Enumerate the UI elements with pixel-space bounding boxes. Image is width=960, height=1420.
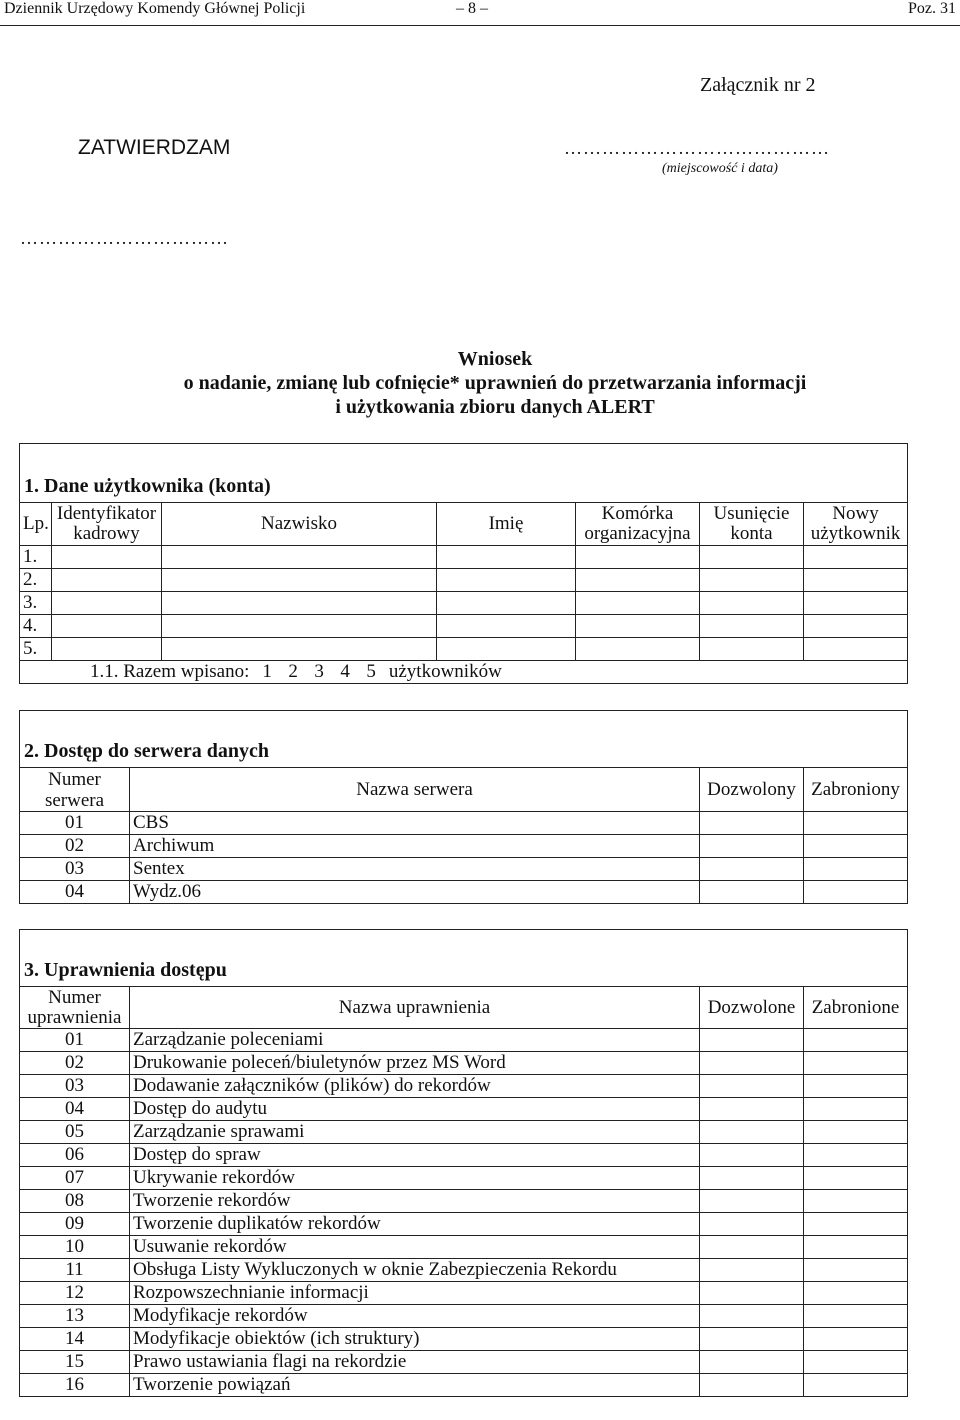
table-row <box>20 1098 908 1121</box>
permission-name: Usuwanie rekordów <box>130 1236 700 1259</box>
row-number: 5. <box>20 638 52 661</box>
permission-name: Ukrywanie rekordów <box>130 1167 700 1190</box>
total-option-1[interactable]: 1 <box>262 661 272 682</box>
total-option-3[interactable]: 3 <box>314 661 324 682</box>
org-unit-cell[interactable] <box>576 615 700 638</box>
row-number: 2. <box>20 569 52 592</box>
first-name-cell[interactable] <box>437 615 576 638</box>
forbidden-cell[interactable] <box>804 881 908 904</box>
server-name: CBS <box>130 812 700 835</box>
forbidden-cell[interactable] <box>804 1190 908 1213</box>
header-employee-id: Identyfikator kadrowy <box>52 503 162 546</box>
allowed-cell[interactable] <box>700 1328 804 1351</box>
account-removal-cell[interactable] <box>700 615 804 638</box>
table-row <box>20 858 908 881</box>
signature-field: …………………………… <box>20 228 229 248</box>
permission-name: Tworzenie duplikatów rekordów <box>130 1213 700 1236</box>
header-org-unit: Komórka organizacyjna <box>576 503 700 546</box>
surname-cell[interactable] <box>162 546 437 569</box>
account-removal-cell[interactable] <box>700 592 804 615</box>
forbidden-cell[interactable] <box>804 1305 908 1328</box>
forbidden-cell[interactable] <box>804 1236 908 1259</box>
document-title: Wniosek <box>457 348 533 370</box>
header-allowed: Dozwolone <box>700 987 804 1029</box>
forbidden-cell[interactable] <box>804 1167 908 1190</box>
surname-cell[interactable] <box>162 638 437 661</box>
table-row <box>20 1282 908 1305</box>
header-server-name: Nazwa serwera <box>130 768 700 812</box>
approve-label: ZATWIERDZAM <box>78 136 231 159</box>
header-forbidden: Zabronione <box>804 987 908 1029</box>
permission-name: Dostęp do audytu <box>130 1098 700 1121</box>
header-forbidden: Zabroniony <box>804 768 908 812</box>
new-user-cell[interactable] <box>804 592 908 615</box>
total-label: 1.1. Razem wpisano: <box>90 661 250 682</box>
total-option-4[interactable]: 4 <box>340 661 350 682</box>
permission-number: 08 <box>20 1190 130 1213</box>
header-first-name: Imię <box>437 503 576 546</box>
new-user-cell[interactable] <box>804 546 908 569</box>
first-name-cell[interactable] <box>437 569 576 592</box>
forbidden-cell[interactable] <box>804 1098 908 1121</box>
table-row <box>20 1075 908 1098</box>
header-server-number: Numer serwera <box>20 768 130 812</box>
forbidden-cell[interactable] <box>804 1029 908 1052</box>
allowed-cell[interactable] <box>700 1075 804 1098</box>
allowed-cell[interactable] <box>700 1236 804 1259</box>
allowed-cell[interactable] <box>700 1098 804 1121</box>
allowed-cell[interactable] <box>700 1029 804 1052</box>
permission-name: Obsługa Listy Wykluczonych w oknie Zabezpieczenia Rekordu <box>130 1259 700 1282</box>
table-row <box>20 1029 908 1052</box>
forbidden-cell[interactable] <box>804 1052 908 1075</box>
section3-title: 3. Uprawnienia dostępu <box>20 930 908 987</box>
permission-number: 14 <box>20 1328 130 1351</box>
new-user-cell[interactable] <box>804 615 908 638</box>
user-data-table <box>19 443 908 684</box>
account-removal-cell[interactable] <box>700 638 804 661</box>
total-users-row <box>20 661 908 684</box>
total-suffix: użytkowników <box>388 661 502 682</box>
permission-name: Modyfikacje obiektów (ich struktury) <box>130 1328 700 1351</box>
table-row <box>20 812 908 835</box>
allowed-cell[interactable] <box>700 1167 804 1190</box>
table-row <box>20 638 908 661</box>
account-removal-cell[interactable] <box>700 569 804 592</box>
permission-number: 09 <box>20 1213 130 1236</box>
server-number: 01 <box>20 812 130 835</box>
forbidden-cell[interactable] <box>804 1213 908 1236</box>
permission-name: Rozpowszechnianie informacji <box>130 1282 700 1305</box>
place-date-caption: (miejscowość i data) <box>662 161 778 176</box>
server-name: Archiwum <box>130 835 700 858</box>
table-row <box>20 1374 908 1397</box>
place-date-field: …………………………………… <box>564 138 830 158</box>
allowed-cell[interactable] <box>700 1259 804 1282</box>
table-row <box>20 569 908 592</box>
allowed-cell[interactable] <box>700 881 804 904</box>
new-user-cell[interactable] <box>804 638 908 661</box>
server-number: 04 <box>20 881 130 904</box>
table-row <box>20 1213 908 1236</box>
allowed-cell[interactable] <box>700 1052 804 1075</box>
allowed-cell[interactable] <box>700 1144 804 1167</box>
account-removal-cell[interactable] <box>700 546 804 569</box>
allowed-cell[interactable] <box>700 858 804 881</box>
table-row <box>20 1167 908 1190</box>
header-new-user: Nowy użytkownik <box>804 503 908 546</box>
org-unit-cell[interactable] <box>576 569 700 592</box>
row-number: 4. <box>20 615 52 638</box>
table-row <box>20 1190 908 1213</box>
forbidden-cell[interactable] <box>804 1374 908 1397</box>
table-row <box>20 615 908 638</box>
employee-id-cell[interactable] <box>52 592 162 615</box>
permission-number: 10 <box>20 1236 130 1259</box>
forbidden-cell[interactable] <box>804 858 908 881</box>
table-row <box>20 1144 908 1167</box>
employee-id-cell[interactable] <box>52 546 162 569</box>
employee-id-cell[interactable] <box>52 615 162 638</box>
employee-id-cell[interactable] <box>52 638 162 661</box>
permission-number: 06 <box>20 1144 130 1167</box>
surname-cell[interactable] <box>162 569 437 592</box>
row-number: 1. <box>20 546 52 569</box>
allowed-cell[interactable] <box>700 1282 804 1305</box>
header-permission-number: Numer uprawnienia <box>20 987 130 1029</box>
allowed-cell[interactable] <box>700 1305 804 1328</box>
permission-name: Drukowanie poleceń/biuletynów przez MS Word <box>130 1052 700 1075</box>
attachment-label: Załącznik nr 2 <box>700 74 816 96</box>
position-number: Poz. 31 <box>908 0 956 17</box>
first-name-cell[interactable] <box>437 638 576 661</box>
forbidden-cell[interactable] <box>804 1144 908 1167</box>
table-row <box>20 881 908 904</box>
section2-title: 2. Dostęp do serwera danych <box>20 711 908 768</box>
row-number: 3. <box>20 592 52 615</box>
permission-name: Dostęp do spraw <box>130 1144 700 1167</box>
permissions-table <box>19 929 908 1397</box>
allowed-cell[interactable] <box>700 1374 804 1397</box>
section1-title: 1. Dane użytkownika (konta) <box>20 444 908 503</box>
forbidden-cell[interactable] <box>804 1075 908 1098</box>
forbidden-cell[interactable] <box>804 812 908 835</box>
allowed-cell[interactable] <box>700 835 804 858</box>
server-number: 03 <box>20 858 130 881</box>
employee-id-cell[interactable] <box>52 569 162 592</box>
document-subtitle-1: o nadanie, zmianę lub cofnięcie* uprawnień do przetwarzania informacji <box>183 372 807 394</box>
header-surname: Nazwisko <box>162 503 437 546</box>
permission-number: 05 <box>20 1121 130 1144</box>
permission-number: 07 <box>20 1167 130 1190</box>
table-row <box>20 546 908 569</box>
header-divider <box>0 25 960 26</box>
surname-cell[interactable] <box>162 592 437 615</box>
header-permission-name: Nazwa uprawnienia <box>130 987 700 1029</box>
permission-number: 03 <box>20 1075 130 1098</box>
header-account-removal: Usunięcie konta <box>700 503 804 546</box>
header-lp: Lp. <box>20 503 52 546</box>
page-number: – 8 – <box>456 0 488 17</box>
permission-name: Zarządzanie poleceniami <box>130 1029 700 1052</box>
permission-number: 12 <box>20 1282 130 1305</box>
server-access-table <box>19 710 908 904</box>
allowed-cell[interactable] <box>700 1121 804 1144</box>
journal-title: Dziennik Urzędowy Komendy Głównej Policji <box>4 0 306 17</box>
table-row <box>20 1236 908 1259</box>
header-allowed: Dozwolony <box>700 768 804 812</box>
table-row <box>20 1121 908 1144</box>
org-unit-cell[interactable] <box>576 638 700 661</box>
permission-name: Modyfikacje rekordów <box>130 1305 700 1328</box>
table-row <box>20 1052 908 1075</box>
allowed-cell[interactable] <box>700 1213 804 1236</box>
permission-number: 01 <box>20 1029 130 1052</box>
table-row <box>20 592 908 615</box>
permission-name: Prawo ustawiania flagi na rekordzie <box>130 1351 700 1374</box>
table-row <box>20 1328 908 1351</box>
table-row <box>20 1351 908 1374</box>
permission-number: 16 <box>20 1374 130 1397</box>
forbidden-cell[interactable] <box>804 835 908 858</box>
total-option-5[interactable]: 5 <box>366 661 376 682</box>
total-option-2[interactable]: 2 <box>288 661 298 682</box>
permission-name: Tworzenie powiązań <box>130 1374 700 1397</box>
permission-name: Tworzenie rekordów <box>130 1190 700 1213</box>
table-row <box>20 835 908 858</box>
server-name: Sentex <box>130 858 700 881</box>
allowed-cell[interactable] <box>700 1190 804 1213</box>
table-row <box>20 1305 908 1328</box>
permission-name: Dodawanie załączników (plików) do rekordów <box>130 1075 700 1098</box>
org-unit-cell[interactable] <box>576 546 700 569</box>
forbidden-cell[interactable] <box>804 1121 908 1144</box>
document-subtitle-2: i użytkowania zbioru danych ALERT <box>335 396 655 418</box>
permission-number: 13 <box>20 1305 130 1328</box>
table-row <box>20 1259 908 1282</box>
permission-number: 04 <box>20 1098 130 1121</box>
permission-number: 15 <box>20 1351 130 1374</box>
first-name-cell[interactable] <box>437 592 576 615</box>
server-number: 02 <box>20 835 130 858</box>
forbidden-cell[interactable] <box>804 1282 908 1305</box>
org-unit-cell[interactable] <box>576 592 700 615</box>
permission-number: 02 <box>20 1052 130 1075</box>
forbidden-cell[interactable] <box>804 1259 908 1282</box>
server-name: Wydz.06 <box>130 881 700 904</box>
first-name-cell[interactable] <box>437 546 576 569</box>
new-user-cell[interactable] <box>804 569 908 592</box>
forbidden-cell[interactable] <box>804 1328 908 1351</box>
forbidden-cell[interactable] <box>804 1351 908 1374</box>
permission-name: Zarządzanie sprawami <box>130 1121 700 1144</box>
allowed-cell[interactable] <box>700 1351 804 1374</box>
surname-cell[interactable] <box>162 615 437 638</box>
permission-number: 11 <box>20 1259 130 1282</box>
allowed-cell[interactable] <box>700 812 804 835</box>
